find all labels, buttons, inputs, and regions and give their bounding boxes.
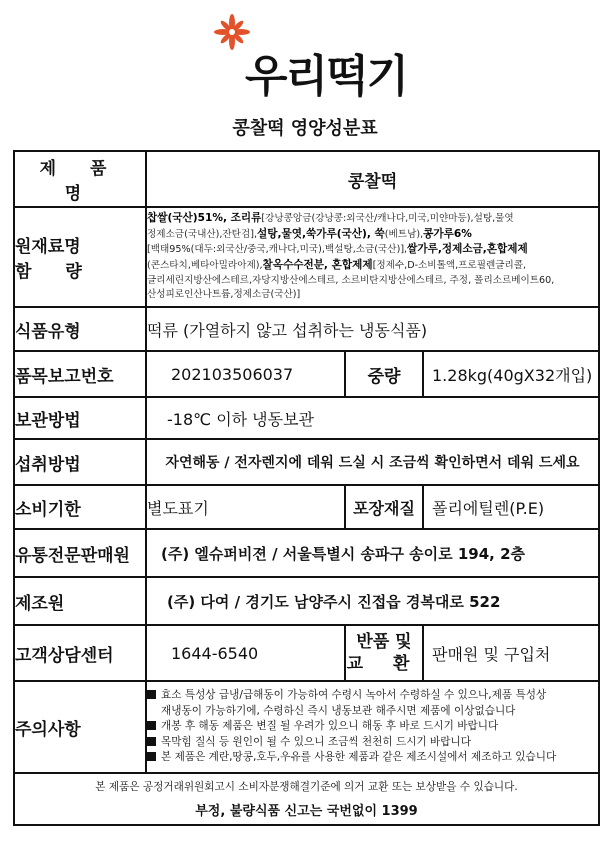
label-table [13,150,600,826]
bullet-icon [147,737,156,746]
caution-item: 목막힘 질식 등 원인이 될 수 있으니 조금씩 천천히 드시기 바랍니다 [147,735,598,751]
caution-list [146,681,599,773]
report-no-value: 202103506037 [146,351,345,397]
food-type-label: 식품유형 [14,307,146,351]
row-report-no [14,351,599,397]
caution-item: 본 제품은 계란,땅콩,호두,우유를 사용한 제품과 같은 제조시설에서 제조하고 있습니다 [147,750,598,766]
pack-value: 폴리에틸렌(P.E) [423,485,599,529]
bullet-icon [147,752,156,761]
row-distributor [14,529,599,577]
row-ingredients [14,207,599,307]
distributor-label: 유통전문판매원 [14,529,146,577]
footer-note: 본 제품은 공정거래위원회고시 소비자분쟁해결기준에 의거 교환 또는 보상받을 수 있습니다. 부정, 불량식품 신고는 국번없이 1399 [14,773,599,825]
caution-item: 개봉 후 해동 제품은 변질 될 우려가 있으니 해동 후 바로 드시기 바랍니다 [147,719,598,735]
caution-item-continued: 재냉동이 가능하기에, 수령하신 즉시 냉동보관 해주시면 제품에 이상없습니다 [161,704,516,717]
customer-value: 1644-6540 [146,625,345,681]
storage-value: -18℃ 이하 냉동보관 [146,397,599,439]
ingredients-label: 원재료명 함 량 [14,207,146,307]
page-title: 콩찰떡 영양성분표 [232,118,378,139]
row-footer [14,773,599,825]
report-no-label: 품목보고번호 [14,351,146,397]
bullet-icon [147,721,156,730]
row-storage [14,397,599,439]
row-intake [14,439,599,485]
weight-value: 1.28kg(40gX32개입) [423,351,599,397]
ingredients-value: 찹쌀(국산)51%, 조리류[강낭콩앙금(강낭콩:외국산/캐나다,미국,미얀마등),설탕,물엿 정제소금(국내산),잔탄검],설탕,물엿,쑥가루(국산), 쑥(베트남),콩가루6% [백태95%(대두:외국산/중국,캐나다,미국),백설탕,소금(국산)],쌀가루,정제소금,혼합제제 (콘스타치,베타아밀라아제),찰옥수수전분, 혼합제제[정제수,D-소비톨액,프로필렌글리콜, 글리세린지방산에스테르,자당지방산에스테르, 소르비탄지방산에스테르, 주정, 폴리소르베이트60, 산성피로인산나트륨,정제소금(국산)] [146,207,599,307]
return-value: 판매원 및 구입처 [423,625,599,681]
manufacturer-label: 제조원 [14,577,146,625]
customer-label: 고객상담센터 [14,625,146,681]
expiry-value: 별도표기 [146,485,345,529]
manufacturer-value: (주) 다여 / 경기도 남양주시 진접읍 경복대로 522 [146,577,599,625]
row-caution [14,681,599,773]
intake-value: 자연해동 / 전자렌지에 데워 드실 시 조금씩 확인하면서 데워 드세요 [146,439,599,485]
weight-label: 중량 [345,351,423,397]
product-name-label: 제 품 명 [14,151,146,207]
row-food-type [14,307,599,351]
brand-name: 우리떡기 [245,51,408,102]
report-hotline: 부정, 불량식품 신고는 국번없이 1399 [195,804,418,819]
distributor-value: (주) 엘슈퍼비젼 / 서울특별시 송파구 송이로 194, 2층 [146,529,599,577]
bullet-icon [147,690,156,699]
brand-logo [0,10,610,105]
food-type-value: 떡류 (가열하지 않고 섭취하는 냉동식품) [146,307,599,351]
intake-label: 섭취방법 [14,439,146,485]
pack-label: 포장재질 [345,485,423,529]
row-product-name [14,151,599,207]
storage-label: 보관방법 [14,397,146,439]
caution-label: 주의사항 [14,681,146,773]
return-label: 반품 및 교 환 [345,625,423,681]
expiry-label: 소비기한 [14,485,146,529]
product-name-value: 콩찰떡 [146,151,599,207]
row-customer [14,625,599,681]
caution-item: 효소 특성상 급냉/급해동이 가능하여 수령시 녹아서 수령하실 수 있으나,제품 특성상 [147,688,598,704]
row-expiry [14,485,599,529]
row-manufacturer [14,577,599,625]
